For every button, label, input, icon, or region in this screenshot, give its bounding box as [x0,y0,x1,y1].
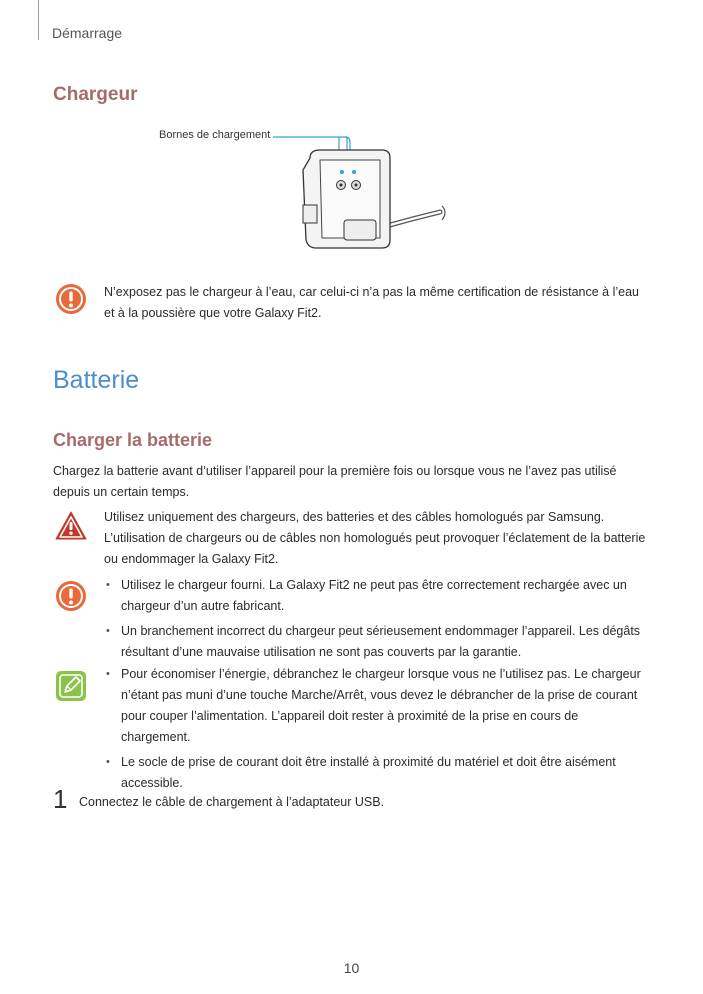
charger-illustration [270,130,460,255]
warning-text: Utilisez uniquement des chargeurs, des batteries et des câbles homologués par Samsung. L’utilisation de chargeurs ou de câbles non homologués peut provoquer l’éclatement de la batterie ou endommager la Galaxy Fit2. [104,510,646,566]
caution-list-item: • Utilisez le chargeur fourni. La Galaxy Fit2 ne peut pas être correctement rechargée avec un chargeur d’un autre fabricant. [104,575,649,617]
note-list [104,664,649,798]
note-icon [55,670,87,702]
note-list-item: • Pour économiser l’énergie, débranchez le chargeur lorsque vous ne l’utilisez pas. Le chargeur n’étant pas muni d’une touche Marche/Arrêt, vous devez le débrancher de la prise de courant pour couper l’alimentation. L’appareil doit rester à proximité de la prise en cours de chargement. [104,664,649,748]
charger-heading: Chargeur [53,84,138,105]
figure-label-charging-pins: Bornes de chargement [159,129,271,141]
page-number: 10 [343,960,360,976]
note-list-item: • Le socle de prise de courant doit être installé à proximité du matériel et doit être aisément accessible. [104,752,649,794]
step-text: Connectez le câble de chargement à l’adaptateur USB. [79,795,385,809]
charge-battery-subheading: Charger la batterie [53,430,213,450]
step-number: 1 [53,784,68,814]
section-label: Démarrage [52,25,123,41]
caution-list [104,575,649,667]
battery-heading: Batterie [53,366,140,394]
caution-icon-2 [55,580,87,612]
battery-intro-text: Chargez la batterie avant d’utiliser l’appareil pour la première fois ou lorsque vous ne l’avez pas utilisé depuis un certain temps. [53,464,617,499]
caution-icon [55,283,87,315]
caution-list-item: • Un branchement incorrect du chargeur peut sérieusement endommager l’appareil. Les dégâts résultant d’une mauvaise utilisation ne sont pas couverts par la garantie. [104,621,649,663]
charger-caution-text: N’exposez pas le chargeur à l’eau, car celui-ci n’a pas la même certification de résistance à l’eau et à la poussière que votre Galaxy Fit2. [104,285,639,320]
header-rule [38,0,39,40]
warning-icon [55,510,87,542]
